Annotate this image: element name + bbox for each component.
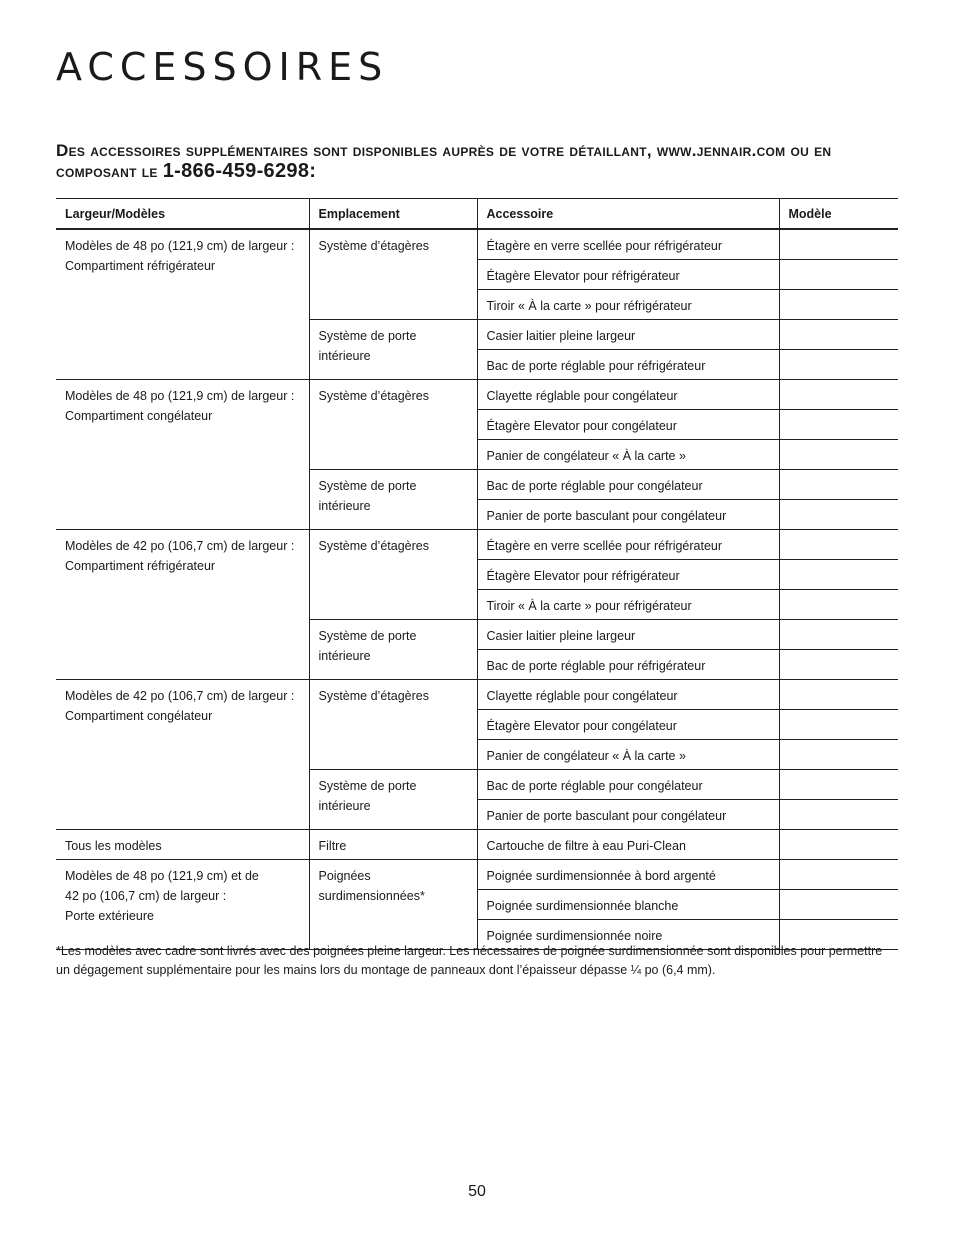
width-cell <box>56 229 309 380</box>
model-cell <box>779 620 898 650</box>
location-line: Système d’étagères <box>318 239 429 253</box>
accessory-cell: Poignée surdimensionnée à bord argenté <box>477 860 779 890</box>
header-accessory: Accessoire <box>477 199 779 230</box>
location-cell <box>309 770 477 830</box>
model-cell <box>779 740 898 770</box>
width-line: Compartiment congélateur <box>65 409 213 423</box>
intro-text-body: Des accessoires supplémentaires sont disponibles auprès de votre détaillant, www.jennair.com ou en composant le <box>56 141 832 181</box>
location-cell <box>309 320 477 380</box>
location-cell <box>309 530 477 620</box>
model-cell <box>779 470 898 500</box>
table-header-row <box>56 199 898 230</box>
accessory-cell: Poignée surdimensionnée noire <box>477 920 779 950</box>
location-cell <box>309 380 477 470</box>
accessory-cell: Étagère en verre scellée pour réfrigérateur <box>477 530 779 560</box>
accessory-cell: Clayette réglable pour congélateur <box>477 680 779 710</box>
accessory-cell: Tiroir « À la carte » pour réfrigérateur <box>477 590 779 620</box>
location-line: Système d’étagères <box>318 689 429 703</box>
location-cell <box>309 830 477 860</box>
accessory-cell: Étagère en verre scellée pour réfrigérateur <box>477 229 779 260</box>
width-line: Compartiment congélateur <box>65 709 213 723</box>
page-title: ACCESSOIRES <box>56 45 389 89</box>
width-cell <box>56 530 309 680</box>
page-number: 50 <box>468 1183 486 1200</box>
accessory-cell: Panier de porte basculant pour congélateur <box>477 500 779 530</box>
location-line: intérieure <box>318 499 371 513</box>
accessory-cell: Panier de congélateur « À la carte » <box>477 740 779 770</box>
location-line: Système de porte <box>318 779 417 793</box>
location-line: Système de porte <box>318 479 417 493</box>
model-cell <box>779 290 898 320</box>
model-cell <box>779 800 898 830</box>
table-row <box>56 380 898 410</box>
accessory-cell: Bac de porte réglable pour réfrigérateur <box>477 650 779 680</box>
width-line: Modèles de 42 po (106,7 cm) de largeur : <box>65 689 295 703</box>
model-cell <box>779 350 898 380</box>
model-cell <box>779 320 898 350</box>
model-cell <box>779 770 898 800</box>
model-cell <box>779 830 898 860</box>
location-line: intérieure <box>318 799 371 813</box>
model-cell <box>779 650 898 680</box>
model-cell <box>779 530 898 560</box>
accessory-cell: Bac de porte réglable pour congélateur <box>477 770 779 800</box>
location-line: Système d’étagères <box>318 389 429 403</box>
model-cell <box>779 710 898 740</box>
accessory-cell: Bac de porte réglable pour réfrigérateur <box>477 350 779 380</box>
model-cell <box>779 440 898 470</box>
intro-text <box>56 140 898 182</box>
accessory-cell: Étagère Elevator pour réfrigérateur <box>477 260 779 290</box>
accessory-cell: Poignée surdimensionnée blanche <box>477 890 779 920</box>
accessory-cell: Bac de porte réglable pour congélateur <box>477 470 779 500</box>
model-cell <box>779 229 898 260</box>
model-cell <box>779 380 898 410</box>
location-line: Système de porte <box>318 329 417 343</box>
footnote: *Les modèles avec cadre sont livrés avec des poignées pleine largeur. Les nécessaires de poignée surdimensionnée sont disponibles pour permettre un dégagement supplémentaire pour les mains lors du montage de panneaux dont l’épaisseur dépasse ¼ po (6,4 mm). <box>56 944 883 977</box>
location-line: Poignées <box>318 869 371 883</box>
table-row <box>56 530 898 560</box>
location-line: intérieure <box>318 349 371 363</box>
location-cell <box>309 229 477 320</box>
width-line: Modèles de 48 po (121,9 cm) de largeur : <box>65 239 295 253</box>
table-row <box>56 229 898 260</box>
model-cell <box>779 680 898 710</box>
width-cell <box>56 680 309 830</box>
table-row <box>56 680 898 710</box>
location-line: Système d’étagères <box>318 539 429 553</box>
width-line: Modèles de 48 po (121,9 cm) de largeur : <box>65 389 295 403</box>
accessories-table <box>56 198 898 950</box>
location-cell <box>309 860 477 950</box>
accessory-cell: Étagère Elevator pour réfrigérateur <box>477 560 779 590</box>
model-cell <box>779 890 898 920</box>
table-row <box>56 830 898 860</box>
location-cell <box>309 470 477 530</box>
location-line: Système de porte <box>318 629 417 643</box>
accessory-cell: Tiroir « À la carte » pour réfrigérateur <box>477 290 779 320</box>
width-line: Compartiment réfrigérateur <box>65 259 216 273</box>
accessory-cell: Clayette réglable pour congélateur <box>477 380 779 410</box>
model-cell <box>779 860 898 890</box>
width-line: 42 po (106,7 cm) de largeur : <box>65 889 227 903</box>
intro-phone-number: 1-866-459-6298: <box>162 160 317 182</box>
model-cell <box>779 560 898 590</box>
width-line: Porte extérieure <box>65 909 154 923</box>
model-cell <box>779 500 898 530</box>
width-line: Modèles de 42 po (106,7 cm) de largeur : <box>65 539 295 553</box>
accessory-cell: Casier laitier pleine largeur <box>477 320 779 350</box>
width-line: Compartiment réfrigérateur <box>65 559 216 573</box>
accessory-cell: Panier de porte basculant pour congélateur <box>477 800 779 830</box>
location-line: surdimensionnées* <box>318 889 425 903</box>
width-line: Modèles de 48 po (121,9 cm) et de <box>65 869 259 883</box>
header-width: Largeur/Modèles <box>56 199 309 230</box>
accessory-cell: Cartouche de filtre à eau Puri-Clean <box>477 830 779 860</box>
location-cell <box>309 680 477 770</box>
width-line: Tous les modèles <box>65 839 162 853</box>
model-cell <box>779 260 898 290</box>
model-cell <box>779 590 898 620</box>
header-location: Emplacement <box>309 199 477 230</box>
accessory-cell: Étagère Elevator pour congélateur <box>477 410 779 440</box>
location-line: Filtre <box>318 839 347 853</box>
location-line: intérieure <box>318 649 371 663</box>
accessory-cell: Étagère Elevator pour congélateur <box>477 710 779 740</box>
accessory-cell: Casier laitier pleine largeur <box>477 620 779 650</box>
width-cell <box>56 830 309 860</box>
location-cell <box>309 620 477 680</box>
table-row <box>56 860 898 890</box>
model-cell <box>779 410 898 440</box>
width-cell <box>56 380 309 530</box>
width-cell <box>56 860 309 950</box>
table-body <box>56 229 898 950</box>
accessory-cell: Panier de congélateur « À la carte » <box>477 440 779 470</box>
header-model: Modèle <box>779 199 898 230</box>
